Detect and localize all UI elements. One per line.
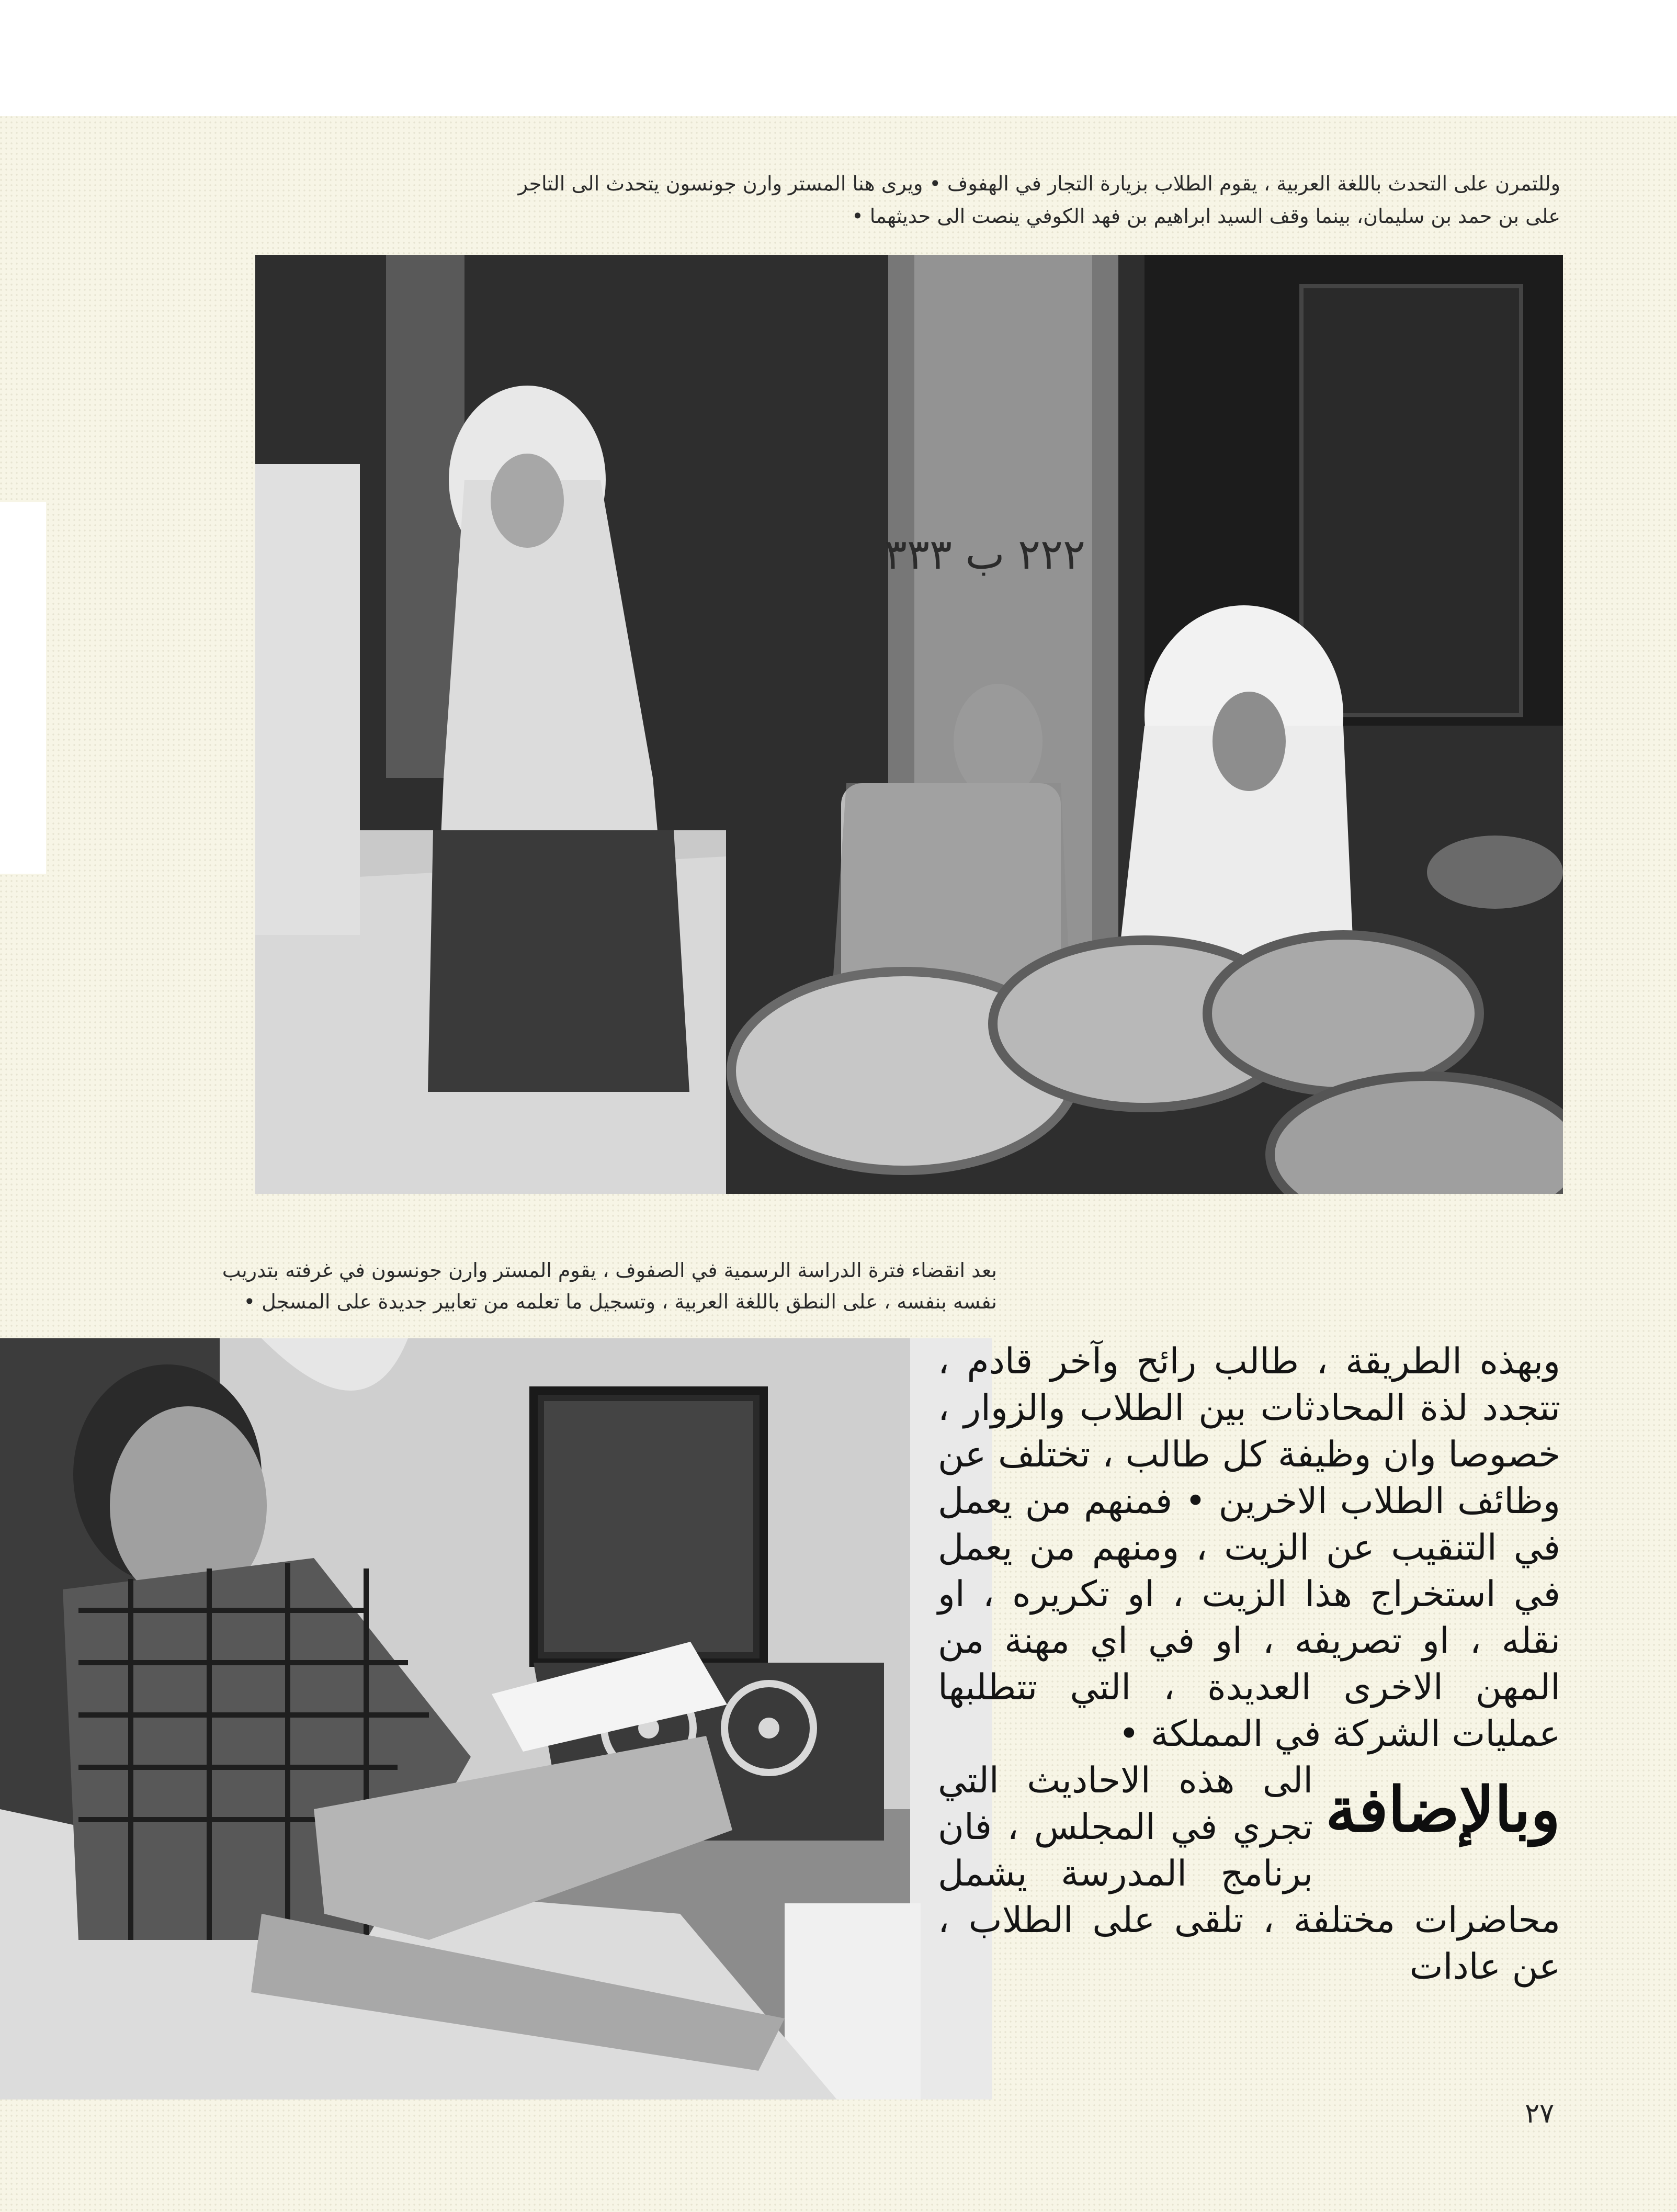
article-body	[938, 1338, 1560, 1990]
top-photo-caption	[138, 167, 1560, 232]
top-caption-line-2: على بن حمد بن سليمان، بينما وقف السيد ابراهيم بن فهد الكوفي ينصت الى حديثهما •	[852, 205, 1560, 228]
top-caption-line-1: وللتمرن على التحدث باللغة العربية ، يقوم الطلاب بزيارة التجار في الهفوف • ويرى هنا المستر وارن جونسون يتحدث الى التاجر	[518, 172, 1560, 195]
study-room-photo-illustration	[0, 1338, 992, 2100]
middle-caption-line-2: نفسه بنفسه ، على النطق باللغة العربية ، وتسجيل ما تعلمه من تعابير جديدة على المسجل •	[243, 1290, 997, 1313]
article-paragraph-1: وبهذه الطريقة ، طالب رائح وآخر قادم ، تتجدد لذة المحادثات بين الطلاب والزوار ، خصوصا وان وظيفة كل طالب ، تختلف عن وظائف الطلاب الاخرين • فمنهم من يعمل في التنقيب عن الزيت ، ومنهم من يعمل في استخراج هذا الزيت ، او تكريره ، او نقله ، او تصريفه ، او في اي مهنة من المهن الاخرى العديدة ، التي تتطلبها عمليات الشركة في المملكة •	[938, 1341, 1560, 1755]
article-paragraph-2-text: الى هذه الاحاديث التي تجري في المجلس ، فان برنامج المدرسة يشمل محاضرات مختلفة ، تلقى على الطلاب ، عن عادات	[938, 1760, 1560, 1988]
bottom-photo-caption	[0, 1255, 997, 1317]
market-photo	[255, 255, 1563, 1194]
lead-word: وبالإضافة	[1325, 1773, 1560, 1846]
page-top-margin	[0, 0, 1677, 116]
market-photo-illustration	[255, 255, 1563, 1194]
margin-strip	[0, 502, 46, 874]
study-room-photo	[0, 1338, 992, 2100]
wall-numbers: ٢٢٢ ب ٣٣٣	[885, 530, 1085, 579]
article-paragraph-2	[938, 1757, 1560, 1990]
page-number: ٢٧	[1525, 2098, 1554, 2129]
middle-caption-line-1: بعد انقضاء فترة الدراسة الرسمية في الصفوف ، يقوم المستر وارن جونسون في غرفته بتدريب	[222, 1259, 997, 1282]
